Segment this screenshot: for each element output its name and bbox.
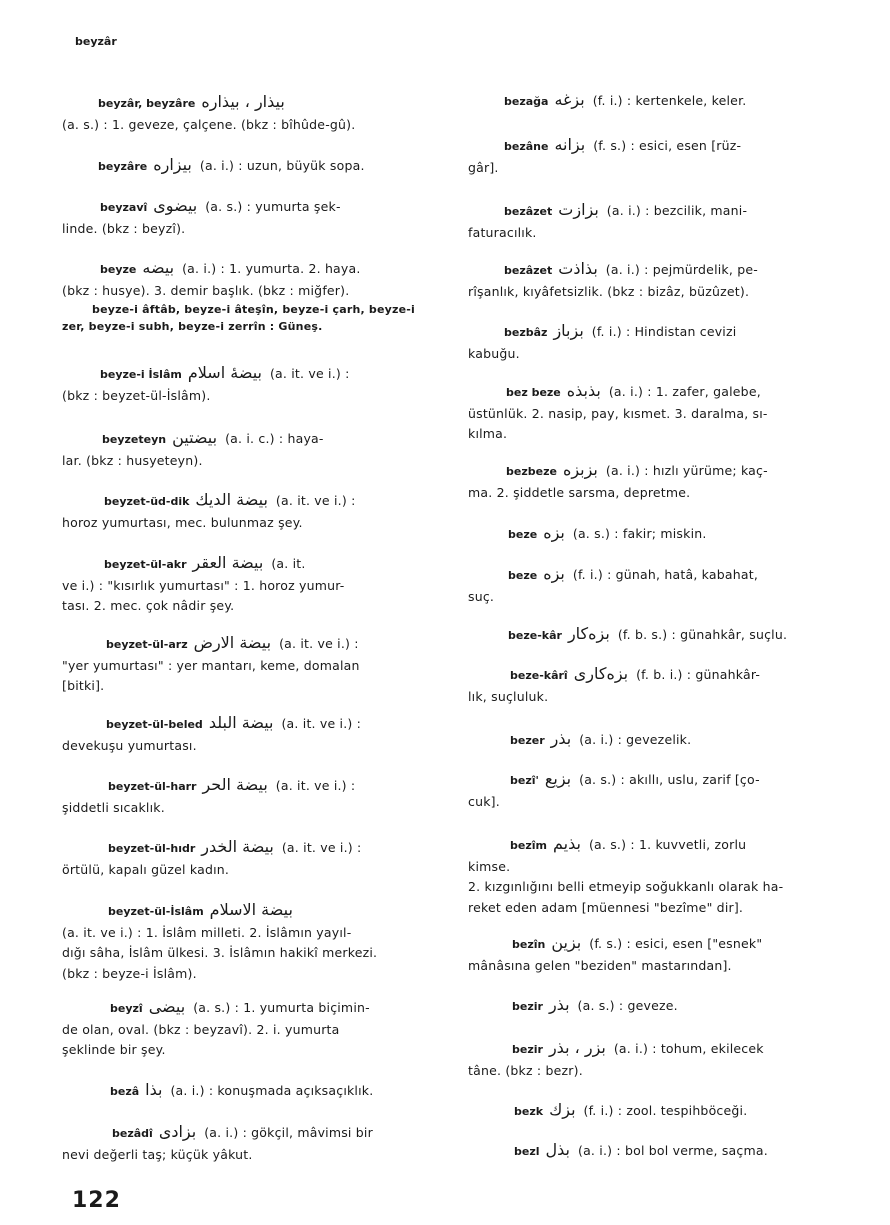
definition: (a. i.) : gökçil, mâvimsi bir [204,1125,373,1140]
definition-continuation: mânâsına gelen "beziden" mastarından]. [468,957,732,973]
entry-first-line [62,713,454,736]
definition-continuation: tâne. (bkz : bezr). [468,1062,583,1078]
definition-continuation: kabuğu. [468,345,520,361]
definition-continuation: 2. kızgınlığını belli etmeyip soğukkanlı olarak ha- [468,879,784,894]
entry-first-line [468,1140,858,1163]
headword: beyzet-ül-harr [108,780,197,793]
definition: (a. s.) : yumurta şek- [205,199,341,214]
headword: beyzet-ül-akr [104,558,187,571]
sub-entry-bold: beyze-i âftâb, beyze-i âteşîn, beyze-i çarh, beyze-i [92,303,415,316]
ottoman-script: بزين [551,933,582,952]
definition: (a. i.) : konuşmada açıksaçıklık. [170,1083,374,1098]
headword: beyzavî [100,201,148,214]
definition: (a. i. c.) : haya- [225,431,324,446]
headword: bezâdî [112,1127,153,1140]
ottoman-script: بذر [548,995,570,1014]
dictionary-entry [62,490,454,533]
ottoman-script: بزازت [558,200,599,219]
headword: beyzâre [98,160,148,173]
ottoman-script: بيضوى [153,196,198,215]
definition-continuation: üstünlük. 2. nasip, pay, kısmet. 3. daralma, sı- [468,405,768,421]
ottoman-script: بيضى [148,997,186,1016]
dictionary-entry [468,729,858,752]
entry-first-line [468,200,858,223]
definition-continuation: rîşanlık, kıyâfetsizlik. (bkz : bizâz, büzûzet). [468,283,750,299]
definition: (a. i.) : pejmürdelik, pe- [605,262,758,277]
headword: bez beze [506,386,561,399]
definition-continuation: linde. (bkz : beyzî). [62,220,186,236]
dictionary-entry [62,155,454,178]
entry-first-line [468,135,858,158]
entry-first-line [468,321,858,344]
definition: (f. b. i.) : günahkâr- [636,667,761,682]
ottoman-script: بزغه [554,90,585,109]
entry-first-line [468,259,858,282]
definition: (a. it. [271,556,306,571]
ottoman-script: بزه [543,564,565,583]
headword: beyzeteyn [102,433,167,446]
headword: bezir [512,1000,543,1013]
dictionary-entry [62,713,454,756]
entry-first-line [468,664,858,687]
ottoman-script: بزادى [158,1122,197,1141]
definition: (a. s.) : akıllı, uslu, zarif [ço- [579,772,760,787]
sub-entry-bold: zer, beyze-i subh, beyze-i zerrîn : Güneş. [62,320,323,333]
definition: (a. it. ve i.) : [281,840,362,855]
entry-first-line [468,834,858,857]
definition: (a. it. ve i.) : [275,493,356,508]
dictionary-entry [468,200,858,243]
entry-first-line [62,490,454,513]
definition: (a. i.) : gevezelik. [579,732,692,747]
ottoman-script: بزبزه [562,460,598,479]
dictionary-entry [62,92,454,135]
ottoman-script: بذاذت [558,259,598,278]
entry-first-line [468,90,858,113]
ottoman-script: بذا [145,1080,163,1099]
ottoman-script: بيضة الديك [195,490,268,509]
headword: bezbâz [504,326,548,339]
ottoman-script: بزه‌كارى [573,664,629,683]
ottoman-script: بزه‌كار [567,624,610,643]
definition: (a. it. ve i.) : [281,716,362,731]
dictionary-entry [62,428,454,471]
definition-continuation: [bitki]. [62,678,105,693]
ottoman-script: بزيع [544,769,572,788]
definition-continuation: horoz yumurtası, mec. bulunmaz şey. [62,514,303,530]
ottoman-script: بيضة الحر [202,775,268,794]
definition: (a. i.) : hızlı yürüme; kaç- [605,463,768,478]
definition: (f. b. s.) : günahkâr, suçlu. [617,627,788,642]
entry-first-line [468,460,858,483]
definition: (a. i.) : tohum, ekilecek [613,1041,764,1056]
ottoman-script: بيضه [142,258,175,277]
definition: (a. s.) : fakir; miskin. [572,526,707,541]
definition-continuation: ve i.) : "kısırlık yumurtası" : 1. horoz yumur- [62,577,345,593]
ottoman-script: بذبذه [566,381,601,400]
headword: beyzet-ül-hıdr [108,842,196,855]
dictionary-entry [468,995,858,1018]
headword: beyzet-üd-dik [104,495,190,508]
entry-first-line [468,729,858,752]
dictionary-entry [468,1038,858,1081]
entry-first-line [468,933,858,956]
dictionary-entry [468,1140,858,1163]
headword: bezâ [110,1085,140,1098]
ottoman-script: بزانه [554,135,586,154]
dictionary-entry [62,553,454,617]
headword: bezî' [510,774,539,787]
definition: (a. i.) : 1. zafer, galebe, [608,384,761,399]
headword: bezer [510,734,545,747]
ottoman-script: بذيم [552,834,581,853]
dictionary-entry [62,633,454,697]
headword: bezâne [504,140,549,153]
entry-first-line [468,995,858,1018]
dictionary-entry [62,837,454,880]
definition-continuation: (bkz : beyzet-ül-İslâm). [62,387,211,403]
definition-continuation: faturacılık. [468,224,537,240]
headword: beyzî [110,1002,143,1015]
entry-first-line [62,258,454,281]
dictionary-entry [62,1080,454,1103]
definition-continuation: ma. 2. şiddetle sarsma, depretme. [468,484,691,500]
entry-first-line [468,1038,858,1061]
definition-continuation: lar. (bkz : husyeteyn). [62,452,203,468]
entry-first-line [468,564,858,587]
ottoman-script: بيضة البلد [208,713,274,732]
ottoman-script: بزباز [553,321,584,340]
ottoman-script: بزه [543,523,565,542]
headword: bezl [514,1145,540,1158]
entry-first-line [62,775,454,798]
running-head: beyzâr [75,35,117,48]
headword: beze-kârî [510,669,568,682]
definition: (a. i.) : 1. yumurta. 2. haya. [182,261,361,276]
definition-continuation: (bkz : beyze-i İslâm). [62,965,197,981]
definition: (a. s.) : geveze. [577,998,678,1013]
definition-continuation: (a. s.) : 1. geveze, çalçene. (bkz : bîhûde-gû). [62,116,356,132]
headword: beyzet-ül-arz [106,638,188,651]
entry-first-line [468,1100,858,1123]
dictionary-entry [468,90,858,113]
definition-continuation: devekuşu yumurtası. [62,737,197,753]
dictionary-entry [468,1100,858,1123]
headword: bezâzet [504,264,553,277]
entry-first-line [62,1080,454,1103]
ottoman-script: بزك [549,1100,576,1119]
definition: (a. s.) : 1. yumurta biçimin- [193,1000,370,1015]
headword: beyzâr, beyzâre [98,97,196,110]
ottoman-script: بيضة الاسلام [209,900,293,919]
dictionary-entry [468,460,858,503]
definition-continuation: nevi değerli taş; küçük yâkut. [62,1146,253,1162]
headword: bezîn [512,938,546,951]
entry-first-line [62,92,454,115]
ottoman-script: بيضة الارض [193,633,272,652]
ottoman-script: بيضة الخدر [201,837,274,856]
entry-first-line [62,196,454,219]
definition: (a. i.) : uzun, büyük sopa. [199,158,365,173]
entry-first-line [62,155,454,178]
definition: (f. s.) : esici, esen [rüz- [593,138,742,153]
definition-continuation: suç. [468,588,495,604]
ottoman-script: بيضتين [172,428,218,447]
definition: (a. it. ve i.) : [275,778,356,793]
entry-first-line [62,363,454,386]
entry-first-line [468,624,858,647]
dictionary-entry [62,258,454,335]
headword: beyzet-ül-beled [106,718,203,731]
definition-continuation: lık, suçluluk. [468,688,549,704]
ottoman-script: بيزاره [153,155,192,174]
definition-continuation: dığı sâha, İslâm ülkesi. 3. İslâmın hakikî merkezi. [62,945,378,960]
definition-continuation: örtülü, kapalı güzel kadın. [62,861,230,877]
dictionary-entry [468,135,858,178]
headword: bezir [512,1043,543,1056]
definition: (a. it. ve i.) : [279,636,359,651]
dictionary-entry [468,259,858,302]
dictionary-entry [468,564,858,607]
dictionary-entry [62,775,454,818]
headword: bezk [514,1105,544,1118]
headword: beze [508,569,538,582]
definition-continuation: şeklinde bir şey. [62,1042,166,1057]
definition: (f. i.) : kertenkele, keler. [592,93,747,108]
headword: beze-kâr [508,629,562,642]
definition: (f. i.) : zool. tespihböceği. [583,1103,748,1118]
entry-first-line [62,837,454,860]
dictionary-entry [468,769,858,812]
definition: (f. i.) : günah, hatâ, kabahat, [572,567,758,582]
dictionary-entry [468,321,858,364]
definition: (a. s.) : 1. kuvvetli, zorlu [588,837,747,852]
ottoman-script: بذل [545,1140,570,1159]
definition: (a. it. ve i.) : [269,366,350,381]
headword: bezağa [504,95,549,108]
entry-first-line [62,900,454,923]
definition: (a. i.) : bezcilik, mani- [606,203,748,218]
entry-first-line [468,523,858,546]
dictionary-entry [62,1122,454,1165]
headword: beyze [100,263,137,276]
definition: (f. s.) : esici, esen ["esnek" [589,936,763,951]
dictionary-entry [468,381,858,445]
dictionary-entry [468,834,858,918]
entry-first-line [62,633,454,656]
entry-first-line [62,997,454,1020]
headword: bezîm [510,839,547,852]
definition-continuation: cuk]. [468,793,500,809]
ottoman-script: بذر [550,729,572,748]
definition-continuation: şiddetli sıcaklık. [62,799,165,815]
headword: bezbeze [506,465,557,478]
headword: beyze-i İslâm [100,368,182,381]
ottoman-script: بيضهٔ اسلام [187,363,262,382]
ottoman-script: بيضة العقر [192,553,264,572]
dictionary-entry [62,900,454,984]
definition-continuation: gâr]. [468,159,499,175]
dictionary-entry [468,624,858,647]
definition-continuation: tası. 2. mec. çok nâdir şey. [62,598,235,613]
page-number: 122 [72,1188,121,1213]
definition-continuation: (a. it. ve i.) : 1. İslâm milleti. 2. İslâmın yayıl- [62,924,352,940]
dictionary-entry [468,664,858,707]
dictionary-entry [62,196,454,239]
ottoman-script: بزر ، بذر [548,1038,606,1057]
definition-continuation: kimse. [468,858,511,874]
dictionary-entry [62,997,454,1061]
ottoman-script: بيذار ، بيذاره [201,92,285,111]
dictionary-entry [62,363,454,406]
entry-first-line [468,769,858,792]
definition-continuation: reket eden adam [müennesi "bezîme" dir]. [468,899,744,915]
entry-first-line [62,553,454,576]
definition-continuation: (bkz : husye). 3. demir başlık. (bkz : miğfer). [62,282,350,298]
definition: (a. i.) : bol bol verme, saçma. [578,1143,768,1158]
headword: bezâzet [504,205,553,218]
dictionary-entry [468,933,858,976]
definition-continuation: "yer yumurtası" : yer mantarı, keme, domalan [62,657,360,673]
definition-continuation: kılma. [468,426,508,441]
entry-first-line [468,381,858,404]
dictionary-entry [468,523,858,546]
definition: (f. i.) : Hindistan cevizi [591,324,737,339]
entry-first-line [62,428,454,451]
entry-first-line [62,1122,454,1145]
definition-continuation: de olan, oval. (bkz : beyzavî). 2. i. yumurta [62,1021,340,1037]
headword: beyzet-ül-İslâm [108,905,204,918]
headword: beze [508,528,538,541]
